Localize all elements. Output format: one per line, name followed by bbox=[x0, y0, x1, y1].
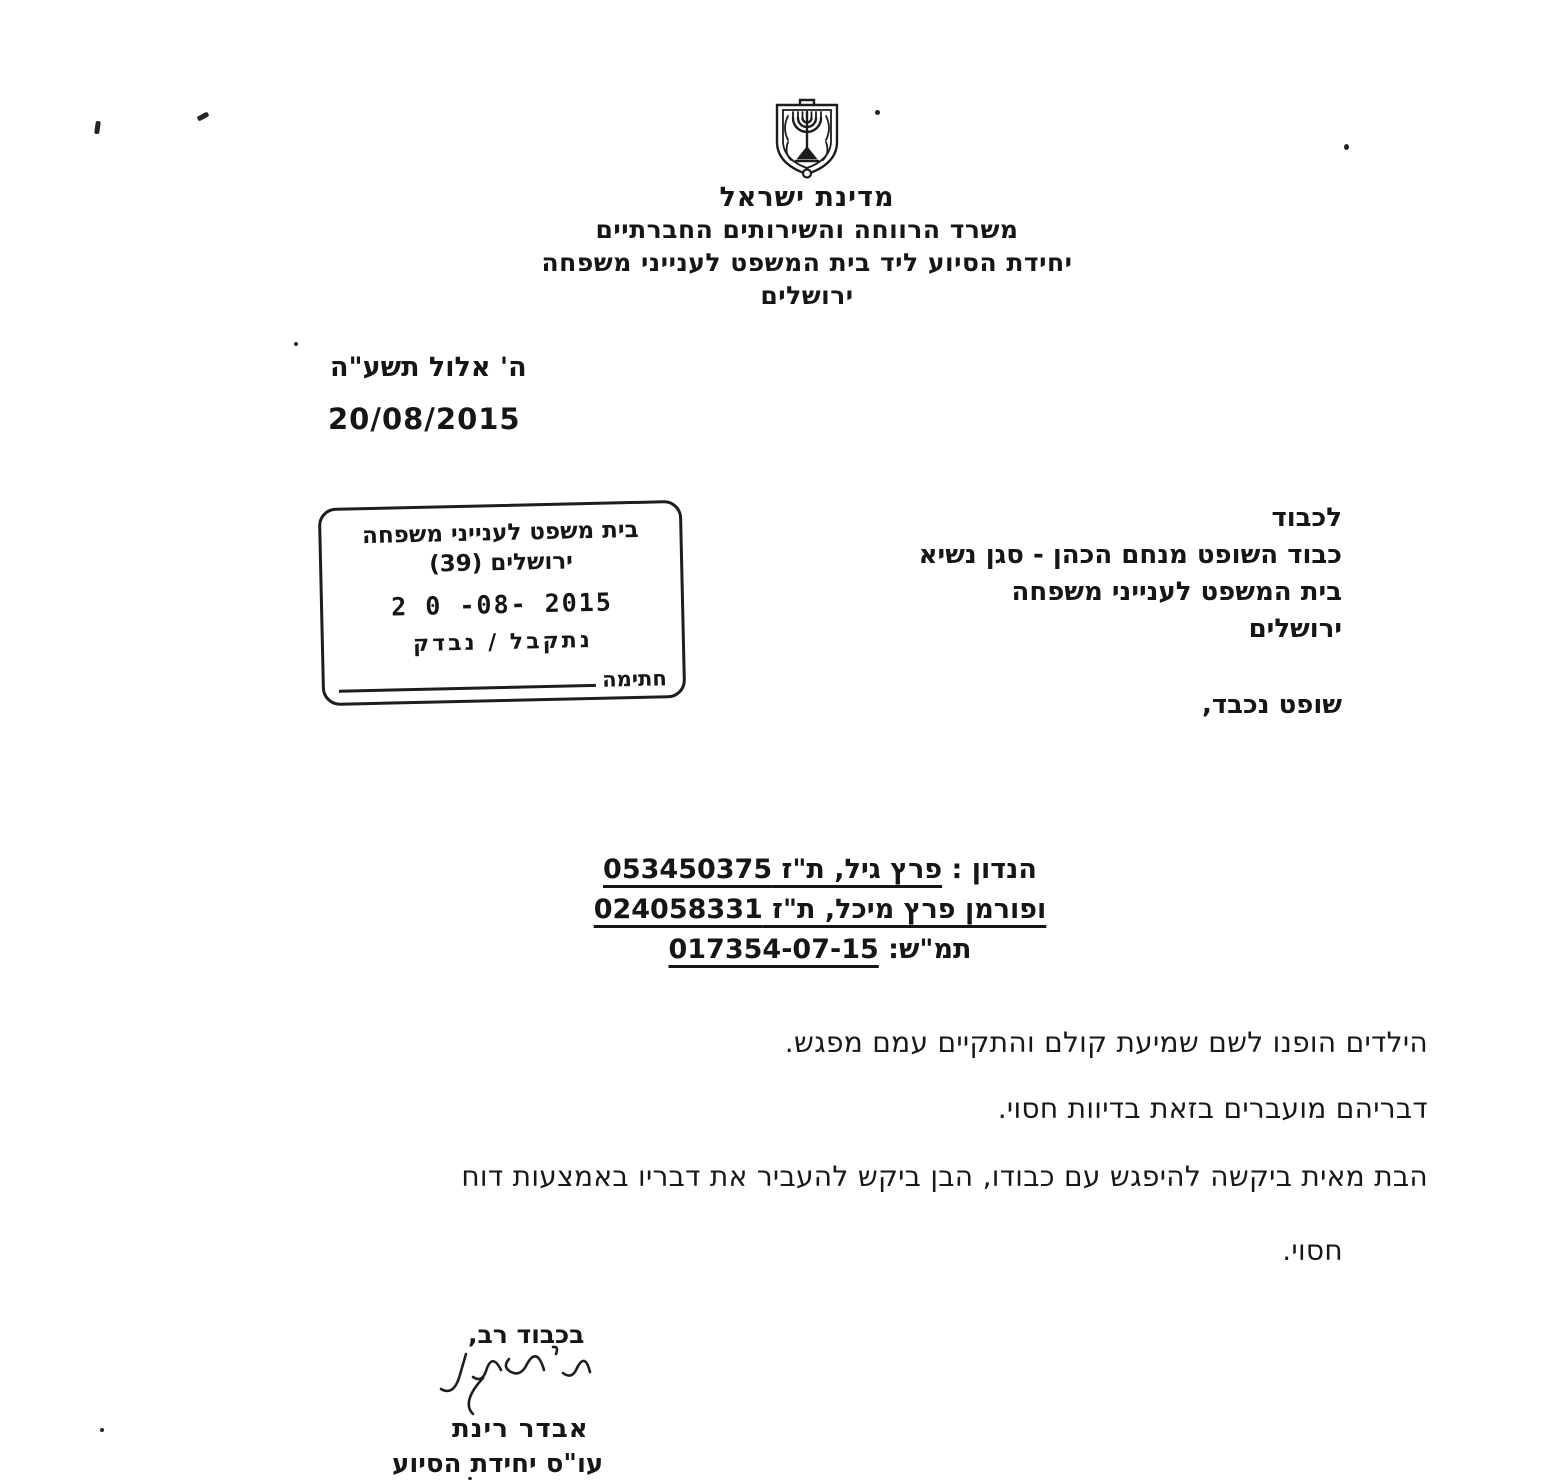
body-paragraph-3-line-1: הבת מאית ביקשה להיפגש עם כבודו, הבן ביקש להעביר את דבריו באמצעות דוח bbox=[461, 1160, 1428, 1193]
letterhead bbox=[60, 98, 1554, 312]
handwritten-signature bbox=[404, 1338, 604, 1422]
letterhead-city: ירושלים bbox=[760, 281, 854, 310]
body-paragraph-3-line-2: חסוי. bbox=[1282, 1234, 1343, 1267]
scan-speck bbox=[100, 1428, 104, 1432]
unit-name: יחידת הסיוע ליד בית המשפט לענייני משפחה bbox=[541, 248, 1073, 277]
stamp-court-name: בית משפט לענייני משפחה bbox=[361, 516, 639, 550]
closing: בכבוד רב, bbox=[468, 1320, 585, 1349]
subject-line-1 bbox=[470, 850, 1170, 890]
subject-party-2-id: 024058331 bbox=[593, 894, 763, 925]
addressee-court: בית המשפט לענייני משפחה bbox=[1011, 577, 1342, 607]
case-number: 017354-07-15 bbox=[668, 934, 879, 965]
body-paragraph-2: דבריהם מועברים בזאת בדיוות חסוי. bbox=[997, 1092, 1428, 1125]
stamp-received-checked: נתקבל / נבדק bbox=[412, 627, 594, 658]
gregorian-date: 20/08/2015 bbox=[328, 402, 521, 436]
hebrew-date: ה' אלול תשע"ה bbox=[330, 352, 527, 383]
stamp-signature-row bbox=[337, 666, 667, 697]
addressee-judge: כבוד השופט מנחם הכהן - סגן נשיא bbox=[918, 540, 1342, 570]
ministry-name: משרד הרווחה והשירותים החברתיים bbox=[595, 215, 1019, 244]
subject-party-2: ופורמן פרץ מיכל, ת"ז bbox=[762, 894, 1047, 925]
stamp-date: 2 0 -08- 2015 bbox=[390, 587, 614, 622]
subject-label: הנדון : bbox=[942, 854, 1037, 885]
body-paragraph-1: הילדים הופנו לשם שמיעת קולם והתקיים עמם מפגש. bbox=[784, 1026, 1428, 1059]
signer-name: אבדר רינת bbox=[452, 1414, 589, 1444]
signer-title: עו"ס יחידת הסיוע bbox=[392, 1449, 604, 1479]
subject-line-3 bbox=[470, 930, 1170, 970]
stamp-signature-line bbox=[339, 683, 596, 693]
subject-block bbox=[470, 850, 1170, 970]
salutation: שופט נכבד, bbox=[1202, 690, 1342, 720]
addressee-city: ירושלים bbox=[1248, 614, 1342, 644]
stamp-signature-label: חתימה bbox=[601, 666, 668, 692]
state-name: מדינת ישראל bbox=[719, 182, 895, 213]
israel-state-emblem-icon bbox=[769, 98, 845, 180]
case-label: תמ"ש: bbox=[878, 934, 972, 965]
subject-line-2 bbox=[470, 890, 1170, 930]
scan-speck bbox=[294, 342, 298, 346]
stamp-city: ירושלים (39) bbox=[428, 548, 574, 578]
addressee-to: לכבוד bbox=[1271, 503, 1342, 533]
court-received-stamp bbox=[318, 500, 686, 706]
subject-party-1-id: 053450375 bbox=[603, 854, 773, 885]
addressee-block bbox=[919, 500, 1342, 648]
subject-party-1: פרץ גיל, ת"ז bbox=[772, 854, 943, 885]
